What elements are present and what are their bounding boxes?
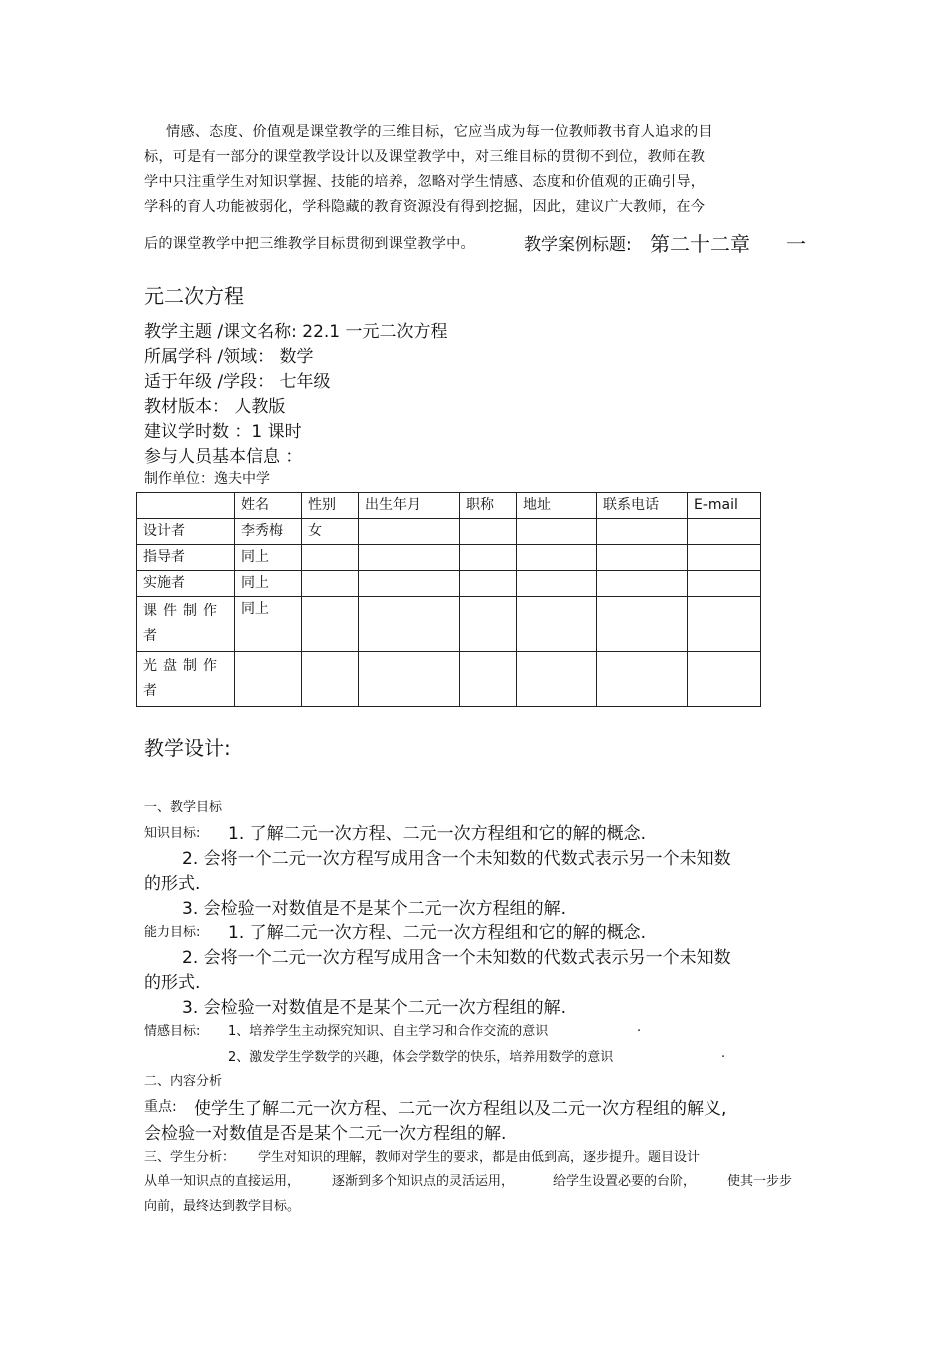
cell: 同上 xyxy=(235,597,302,652)
cell: 指导者 xyxy=(137,545,235,571)
cell xyxy=(597,545,688,571)
cell xyxy=(597,597,688,652)
table-row xyxy=(137,597,761,652)
ability-label: 能力目标: xyxy=(144,925,201,940)
emotion-goal-2: 2、激发学生学数学的兴趣，体会学数学的快乐，培养用数学的意识 xyxy=(228,1050,614,1065)
cell: 女 xyxy=(302,519,359,545)
cell xyxy=(597,571,688,597)
intro-line-2: 标，可是有一部分的课堂教学设计以及课堂教学中，对三维目标的贯彻不到位，教师在教 xyxy=(144,149,706,165)
student-analysis-line-2d: 使其一步步 xyxy=(727,1174,793,1189)
header-cell: 职称 xyxy=(460,493,517,519)
header-cell: 姓名 xyxy=(235,493,302,519)
cell xyxy=(688,597,761,652)
key-point-line-2: 会检验一对数值是否是某个二元一次方程组的解. xyxy=(144,1124,507,1144)
table-row xyxy=(137,652,761,707)
section-2-title: 二、内容分析 xyxy=(144,1074,223,1089)
cell xyxy=(302,652,359,707)
cell xyxy=(359,652,460,707)
cell: 同上 xyxy=(235,545,302,571)
cell xyxy=(688,545,761,571)
emotion-goal-1-end: . xyxy=(637,1020,642,1035)
header-cell: 出生年月 xyxy=(359,493,460,519)
cell: 李秀梅 xyxy=(235,519,302,545)
personnel-table xyxy=(136,492,761,707)
cell xyxy=(460,652,517,707)
cell xyxy=(597,652,688,707)
ability-goal-3: 3. 会检验一对数值是不是某个二元一次方程组的解. xyxy=(182,998,567,1018)
cell xyxy=(302,545,359,571)
cell xyxy=(359,545,460,571)
cell xyxy=(359,571,460,597)
cell xyxy=(359,519,460,545)
table-row xyxy=(137,545,761,571)
student-analysis-line-2b: 逐渐到多个知识点的灵活运用， xyxy=(332,1174,515,1189)
cell xyxy=(517,652,597,707)
key-point-label: 重点: xyxy=(144,1099,177,1115)
design-heading: 教学设计: xyxy=(144,736,231,760)
student-analysis-line-1: 学生对知识的理解，教师对学生的要求，都是由低到高，逐步提升。题目设计 xyxy=(258,1150,701,1165)
case-title-part-b: 一 xyxy=(786,232,806,256)
table-row xyxy=(137,571,761,597)
key-point-line-1: 使学生了解二元一次方程、二元一次方程组以及二元一次方程组的解义, xyxy=(194,1099,727,1119)
intro-line-5: 后的课堂教学中把三维教学目标贯彻到课堂教学中。 xyxy=(144,236,475,252)
cell xyxy=(235,652,302,707)
header-cell: 联系电话 xyxy=(597,493,688,519)
header-cell: 性别 xyxy=(302,493,359,519)
cell xyxy=(460,545,517,571)
cell xyxy=(302,571,359,597)
cell: 同上 xyxy=(235,571,302,597)
case-title-label: 教学案例标题: xyxy=(524,235,632,255)
meta-topic: 教学主题 /课文名称: 22.1 一元二次方程 xyxy=(144,322,448,342)
case-title-part-a: 第二十二章 xyxy=(650,232,750,256)
cell xyxy=(517,597,597,652)
cell xyxy=(688,571,761,597)
ability-goal-2a: 2. 会将一个二元一次方程写成用含一个未知数的代数式表示另一个未知数 xyxy=(182,948,731,968)
meta-unit: 制作单位：逸夫中学 xyxy=(144,471,270,487)
intro-line-3: 学中只注重学生对知识掌握、技能的培养，忽略对学生情感、态度和价值观的正确引导， xyxy=(144,174,706,190)
cell xyxy=(517,545,597,571)
knowledge-label: 知识目标: xyxy=(144,826,201,841)
meta-grade: 适于年级 /学段： 七年级 xyxy=(144,372,331,392)
emotion-goal-1: 1、培养学生主动探究知识、自主学习和合作交流的意识 xyxy=(228,1024,549,1039)
cell xyxy=(302,597,359,652)
meta-edition: 教材版本： 人教版 xyxy=(144,397,286,417)
section-3-title: 三、学生分析： xyxy=(144,1150,236,1165)
section-1-title: 一、教学目标 xyxy=(144,800,223,815)
cell xyxy=(460,571,517,597)
intro-line-1: 情感、态度、价值观是课堂教学的三维目标，它应当成为每一位教师教书育人追求的目 xyxy=(166,124,713,140)
cell: 设计者 xyxy=(137,519,235,545)
meta-members: 参与人员基本信息 ： xyxy=(144,447,303,467)
cell: 实施者 xyxy=(137,571,235,597)
student-analysis-line-3: 向前，最终达到教学目标。 xyxy=(144,1199,301,1214)
header-cell: 地址 xyxy=(517,493,597,519)
cell xyxy=(688,519,761,545)
table-row xyxy=(137,519,761,545)
ability-goal-1: 1. 了解二元一次方程、二元一次方程组和它的解的概念. xyxy=(228,923,647,943)
header-cell xyxy=(137,493,235,519)
table-header-row xyxy=(137,493,761,519)
cell: 课件制作者 xyxy=(137,597,235,652)
cell: 光盘制作者 xyxy=(137,652,235,707)
cell xyxy=(517,571,597,597)
cell xyxy=(517,519,597,545)
ability-goal-2b: 的形式. xyxy=(144,973,201,993)
emotion-goal-2-end: . xyxy=(721,1046,726,1061)
knowledge-goal-3: 3. 会检验一对数值是不是某个二元一次方程组的解. xyxy=(182,899,567,919)
student-analysis-line-2a: 从单一知识点的直接运用， xyxy=(144,1174,301,1189)
header-cell: E-mail xyxy=(688,493,761,519)
cell xyxy=(460,519,517,545)
cell xyxy=(688,652,761,707)
cell xyxy=(460,597,517,652)
emotion-label: 情感目标: xyxy=(144,1024,201,1039)
case-title-part-c: 元二次方程 xyxy=(144,284,244,308)
knowledge-goal-2a: 2. 会将一个二元一次方程写成用含一个未知数的代数式表示另一个未知数 xyxy=(182,849,731,869)
cell xyxy=(597,519,688,545)
knowledge-goal-1: 1. 了解二元一次方程、二元一次方程组和它的解的概念. xyxy=(228,824,647,844)
meta-subject: 所属学科 /领域： 数学 xyxy=(144,347,314,367)
knowledge-goal-2b: 的形式. xyxy=(144,874,201,894)
cell xyxy=(359,597,460,652)
student-analysis-line-2c: 给学生设置必要的台阶， xyxy=(553,1174,697,1189)
intro-line-4: 学科的育人功能被弱化，学科隐藏的教育资源没有得到挖掘，因此，建议广大教师，在今 xyxy=(144,199,706,215)
meta-hours: 建议学时数 ：1 课时 xyxy=(144,422,302,442)
